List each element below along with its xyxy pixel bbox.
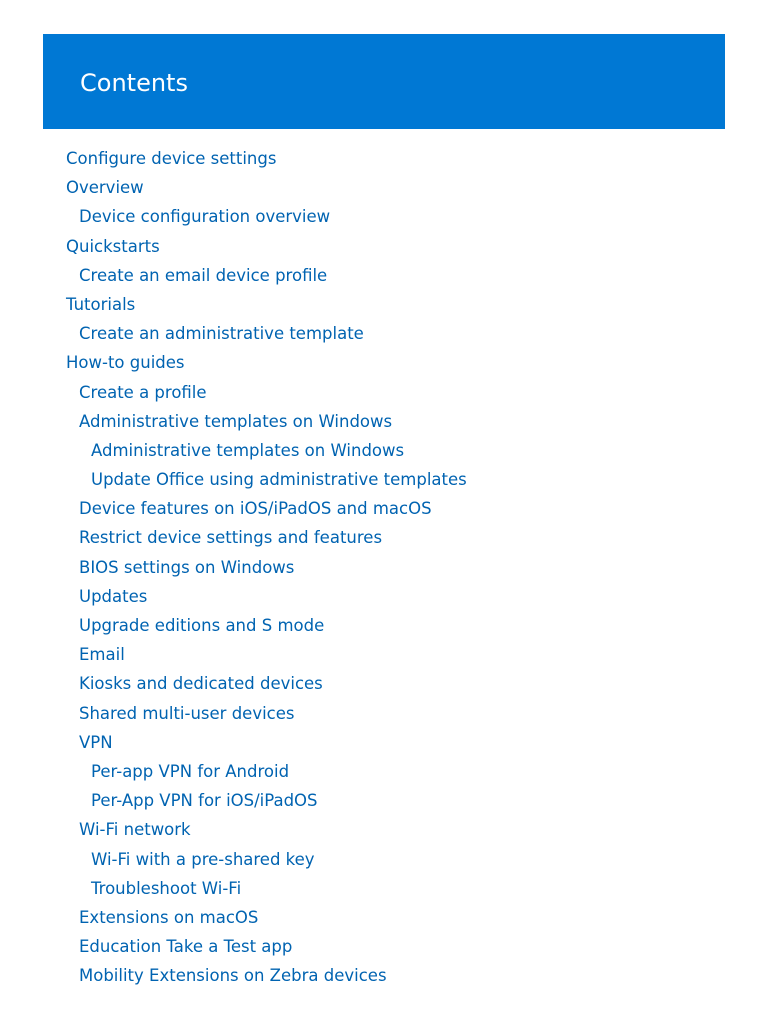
toc-item [66, 494, 467, 523]
toc-item [66, 348, 467, 377]
toc-link[interactable]: Education Take a Test app [79, 937, 293, 957]
toc-link[interactable]: Create a profile [79, 382, 207, 402]
toc-link[interactable]: Update Office using administrative templates [91, 470, 467, 490]
toc-link[interactable]: Administrative templates on Windows [79, 411, 393, 431]
toc-link[interactable]: Device features on iOS/iPadOS and macOS [79, 499, 432, 519]
toc-link[interactable]: Kiosks and dedicated devices [79, 674, 323, 694]
toc-link[interactable]: Create an email device profile [79, 265, 328, 285]
toc-item [66, 903, 467, 932]
toc-item [66, 465, 467, 494]
toc-link[interactable]: Quickstarts [66, 236, 160, 256]
toc-link[interactable]: Tutorials [66, 294, 136, 314]
toc-item [66, 319, 467, 348]
toc-link[interactable]: Extensions on macOS [79, 907, 259, 927]
toc-link[interactable]: Updates [79, 586, 148, 606]
toc-item [66, 786, 467, 815]
toc-item [66, 290, 467, 319]
page-title: Contents [80, 69, 188, 97]
toc-item [66, 932, 467, 961]
toc-item [66, 407, 467, 436]
toc-link[interactable]: How-to guides [66, 353, 185, 373]
toc-item [66, 523, 467, 552]
toc-link[interactable]: BIOS settings on Windows [79, 557, 295, 577]
toc-item [66, 961, 467, 990]
toc-item [66, 232, 467, 261]
toc-item [66, 202, 467, 231]
toc-item [66, 757, 467, 786]
toc-item [66, 611, 467, 640]
toc-item [66, 669, 467, 698]
toc-item [66, 436, 467, 465]
toc-link[interactable]: Per-app VPN for Android [91, 761, 290, 781]
toc-item [66, 261, 467, 290]
toc-link[interactable]: Configure device settings [66, 149, 277, 168]
toc-link[interactable]: Troubleshoot Wi-Fi [91, 878, 242, 898]
contents-header [43, 34, 725, 129]
toc-item [66, 845, 467, 874]
toc-link[interactable]: Administrative templates on Windows [91, 440, 405, 460]
toc-item [66, 144, 467, 173]
toc-link[interactable]: Mobility Extensions on Zebra devices [79, 966, 387, 986]
toc-link[interactable]: Create an administrative template [79, 324, 364, 344]
toc-link[interactable]: Shared multi-user devices [79, 703, 295, 723]
toc-item [66, 378, 467, 407]
toc-item [66, 173, 467, 202]
toc-link[interactable]: Upgrade editions and S mode [79, 616, 325, 635]
toc-item [66, 728, 467, 757]
toc-item [66, 582, 467, 611]
toc-item [66, 553, 467, 582]
toc-link[interactable]: VPN [79, 732, 113, 752]
toc-link[interactable]: Wi-Fi network [79, 820, 191, 840]
toc-link[interactable]: Restrict device settings and features [79, 528, 383, 548]
toc-link[interactable]: Wi-Fi with a pre-shared key [91, 849, 315, 869]
toc-link[interactable]: Email [79, 645, 125, 665]
toc-link[interactable]: Overview [66, 178, 144, 198]
toc-link[interactable]: Per-App VPN for iOS/iPadOS [91, 791, 318, 811]
toc-item [66, 640, 467, 669]
toc-item [66, 699, 467, 728]
toc-item [66, 874, 467, 903]
toc-link[interactable]: Device configuration overview [79, 207, 331, 227]
toc-item [66, 815, 467, 844]
table-of-contents [66, 144, 467, 990]
